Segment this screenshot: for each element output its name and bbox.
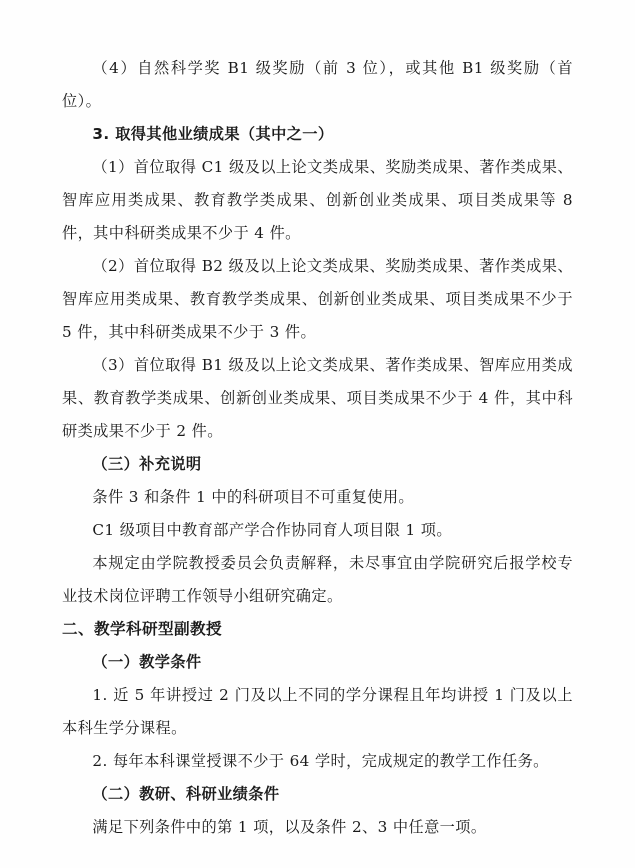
paragraph-research-conditions-title: （二）教研、科研业绩条件	[92, 785, 280, 803]
paragraph-condition-3: （3）首位取得 B1 级及以上论文类成果、著作类成果、智库应用类成果、教育教学类成果、创新创业类成果、项目类成果不少于 4 件，其中科研类成果不少于 2 件。	[62, 356, 573, 440]
paragraph-natural-science-award: （4）自然科学奖 B1 级奖励（前 3 位），或其他 B1 级奖励（首位）。	[62, 59, 573, 110]
section-heading-associate-professor: 二、教学科研型副教授	[62, 620, 222, 638]
paragraph-teaching-conditions-title: （一）教学条件	[92, 653, 202, 671]
paragraph-condition-2: （2）首位取得 B2 级及以上论文类成果、奖励类成果、著作类成果、智库应用类成果、教育教学类成果、创新创业类成果、项目类成果不少于 5 件，其中科研类成果不少于 3 件。	[62, 257, 579, 341]
paragraph-teaching-condition-2: 2. 每年本科课堂授课不少于 64 学时，完成规定的教学工作任务。	[92, 752, 549, 770]
paragraph-note-interpretation: 本规定由学院教授委员会负责解释，未尽事宜由学院研究后报学校专业技术岗位评聘工作领导小组研究确定。	[62, 554, 573, 605]
paragraph-note-no-reuse: 条件 3 和条件 1 中的科研项目不可重复使用。	[92, 488, 415, 506]
paragraph-research-requirement: 满足下列条件中的第 1 项，以及条件 2、3 中任意一项。	[92, 818, 487, 836]
paragraph-condition-1: （1）首位取得 C1 级及以上论文类成果、奖励类成果、著作类成果、智库应用类成果、教育教学类成果、创新创业类成果、项目类成果等 8 件，其中科研类成果不少于 4 件。	[62, 158, 579, 242]
paragraph-note-c1-limit: C1 级项目中教育部产学合作协同育人项目限 1 项。	[92, 521, 452, 539]
paragraph-other-achievements-title: 3. 取得其他业绩成果（其中之一）	[92, 125, 334, 143]
paragraph-teaching-condition-1: 1. 近 5 年讲授过 2 门及以上不同的学分课程且年均讲授 1 门及以上本科生学分课程。	[62, 686, 573, 737]
paragraph-supplementary-notes-title: （三）补充说明	[92, 455, 202, 473]
